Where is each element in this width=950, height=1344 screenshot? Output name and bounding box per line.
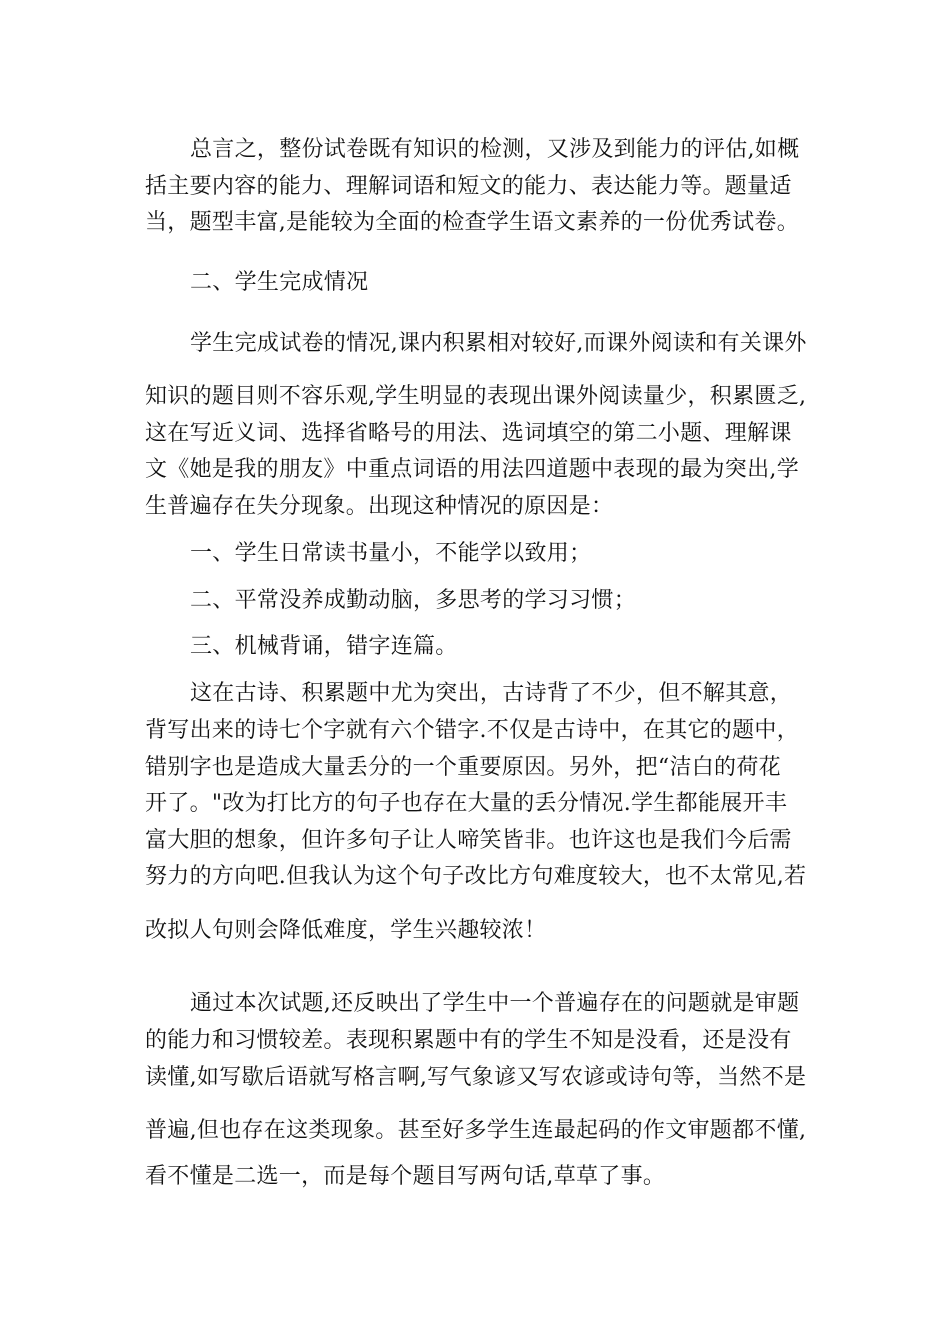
paragraph-3-line-6: 努力的方向吧.但我认为这个句子改比方句难度较大，也不太常见,若: [145, 864, 807, 889]
paragraph-3-line-5: 富大胆的想象，但许多句子让人啼笑皆非。也许这也是我们今后需: [145, 828, 792, 853]
paragraph-3-line-4: 开了。"改为打比方的句子也存在大量的丢分情况.学生都能展开丰: [145, 791, 788, 816]
paragraph-3-line-1: 这在古诗、积累题中尤为突出，古诗背了不少，但不解其意，: [190, 681, 793, 706]
paragraph-2-line-3: 这在写近义词、选择省略号的用法、选词填空的第二小题、理解课: [145, 421, 792, 446]
paragraph-3-line-3: 错别字也是造成大量丢分的一个重要原因。另外，把“洁白的荷花: [145, 755, 781, 780]
paragraph-2-line-1: 学生完成试卷的情况,课内积累相对较好,而课外阅读和有关课外: [190, 331, 807, 356]
paragraph-4-line-3: 读懂,如写歇后语就写格言啊,写气象谚又写农谚或诗句等，当然不是: [145, 1065, 807, 1090]
paragraph-3-line-2: 背写出来的诗七个字就有六个错字.不仅是古诗中，在其它的题中，: [145, 718, 799, 743]
paragraph-1-line-2: 括主要内容的能力、理解词语和短文的能力、表达能力等。题量适: [145, 174, 792, 199]
paragraph-4-line-4: 普遍,但也存在这类现象。甚至好多学生连最起码的作文审题都不懂,: [145, 1118, 807, 1143]
paragraph-1-line-1: 总言之，整份试卷既有知识的检测，又涉及到能力的评估,如概: [190, 137, 800, 162]
paragraph-1-line-3: 当，题型丰富,是能较为全面的检查学生语文素养的一份优秀试卷。: [145, 210, 799, 235]
paragraph-2-line-2: 知识的题目则不容乐观,学生明显的表现出课外阅读量少，积累匮乏,: [145, 384, 807, 409]
paragraph-4-line-1: 通过本次试题,还反映出了学生中一个普遍存在的问题就是审题: [190, 991, 800, 1016]
paragraph-2-line-4: 文《她是我的朋友》中重点词语的用法四道题中表现的最为突出,学: [145, 457, 799, 482]
section-heading: 二、学生完成情况: [190, 270, 369, 295]
reason-item-3: 三、机械背诵，错字连篇。: [190, 634, 458, 659]
reason-item-2: 二、平常没养成勤动脑，多思考的学习习惯；: [190, 588, 637, 613]
paragraph-4-line-2: 的能力和习惯较差。表现积累题中有的学生不知是没看，还是没有: [145, 1028, 792, 1053]
paragraph-3-line-7: 改拟人句则会降低难度，学生兴趣较浓！: [145, 918, 547, 943]
reason-item-1: 一、学生日常读书量小，不能学以致用；: [190, 541, 592, 566]
paragraph-2-line-5: 生普遍存在失分现象。出现这种情况的原因是：: [145, 494, 614, 519]
paragraph-4-line-5: 看不懂是二选一，而是每个题目写两句话,草草了事。: [145, 1164, 666, 1189]
